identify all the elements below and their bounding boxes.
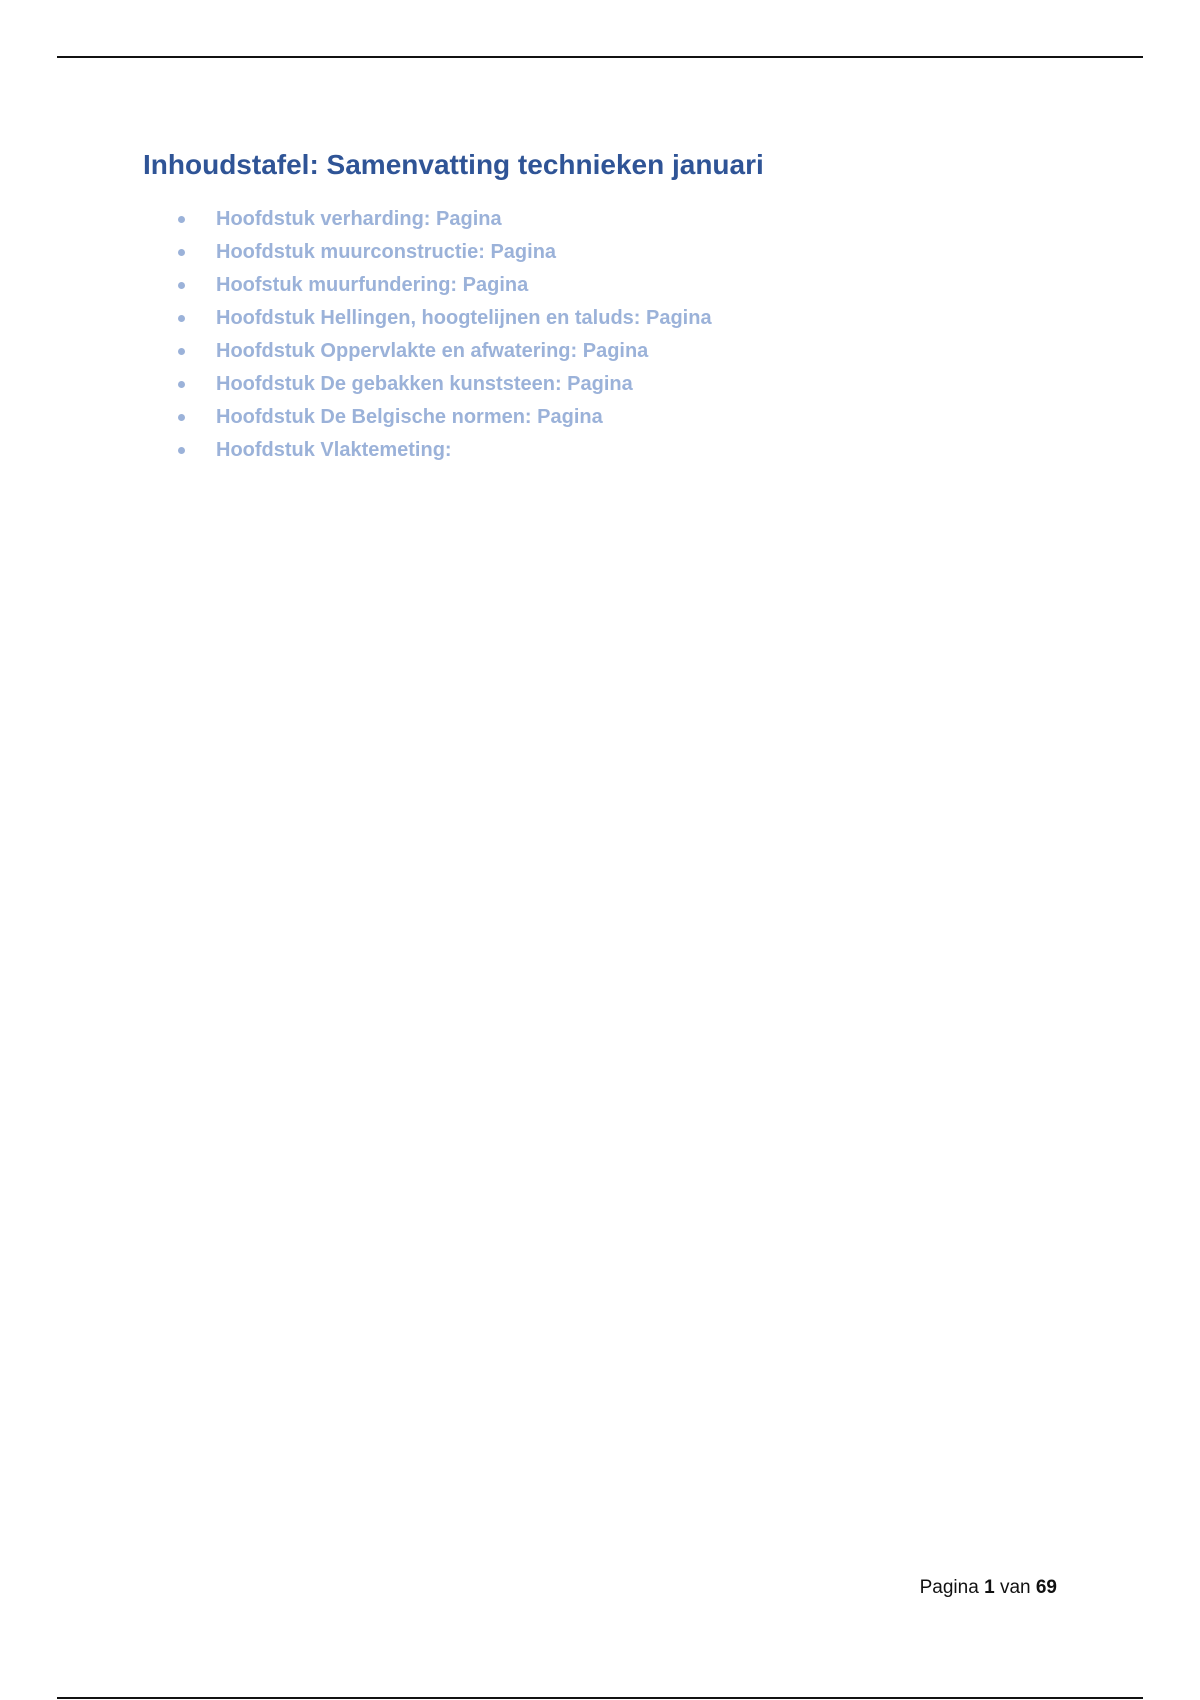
toc-item-belgische-normen[interactable] <box>143 401 1093 434</box>
current-page: 1 <box>984 1577 995 1598</box>
footer-rule <box>57 1697 1143 1699</box>
header-rule <box>57 56 1143 58</box>
toc-item-gebakken-kunststeen[interactable] <box>143 368 1093 401</box>
bullet-icon <box>178 381 185 388</box>
bullet-icon <box>178 216 185 223</box>
toc-item-label: Hoofstuk muurfundering: Pagina <box>216 274 529 296</box>
toc-list <box>143 203 1093 467</box>
toc-item-vlaktemeting[interactable] <box>143 434 1093 467</box>
page-number <box>920 1574 1057 1602</box>
bullet-icon <box>178 282 185 289</box>
toc-item-label: Hoofdstuk De gebakken kunststeen: Pagina <box>216 373 633 395</box>
table-of-contents <box>143 145 1093 467</box>
bullet-icon <box>178 315 185 322</box>
bullet-icon <box>178 447 185 454</box>
of-word: van <box>999 1577 1031 1598</box>
total-pages: 69 <box>1035 1577 1057 1598</box>
toc-item-label: Hoofdstuk Vlaktemeting: <box>216 439 452 461</box>
bullet-icon <box>178 249 185 256</box>
bullet-icon <box>178 348 185 355</box>
toc-item-muurfundering[interactable] <box>143 269 1093 302</box>
page-word: Pagina <box>919 1577 979 1598</box>
toc-item-label: Hoofdstuk De Belgische normen: Pagina <box>216 406 603 428</box>
toc-title: Inhoudstafel: Samenvatting technieken januari <box>143 149 764 180</box>
bullet-icon <box>178 414 185 421</box>
toc-item-hellingen[interactable] <box>143 302 1093 335</box>
toc-item-label: Hoofdstuk muurconstructie: Pagina <box>216 241 557 263</box>
toc-item-oppervlakte[interactable] <box>143 335 1093 368</box>
toc-item-label: Hoofdstuk Oppervlakte en afwatering: Pagina <box>216 340 649 362</box>
toc-item-muurconstructie[interactable] <box>143 236 1093 269</box>
toc-item-label: Hoofdstuk verharding: Pagina <box>216 208 502 230</box>
toc-item-label: Hoofdstuk Hellingen, hoogtelijnen en taluds: Pagina <box>216 307 712 329</box>
toc-item-verharding[interactable] <box>143 203 1093 236</box>
